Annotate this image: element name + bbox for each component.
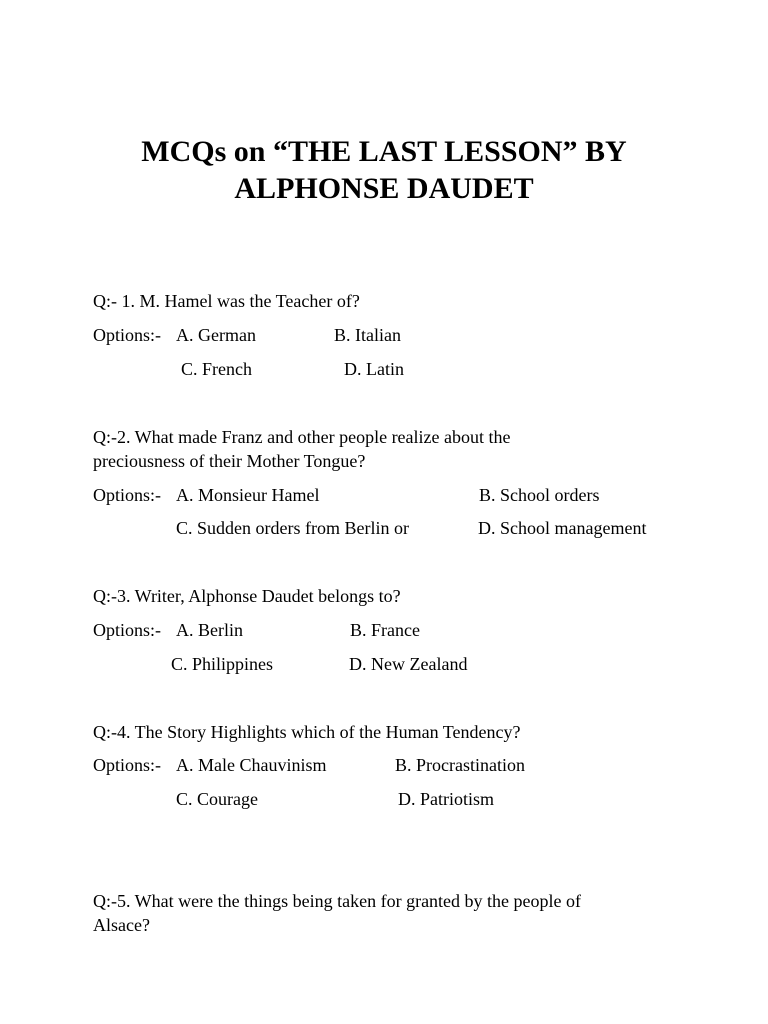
question-1-option-b: B. Italian xyxy=(334,325,401,345)
question-1-option-c: C. French xyxy=(181,359,252,379)
question-3-text: Q:-3. Writer, Alphonse Daudet belongs to? xyxy=(93,586,401,606)
question-4-option-a: A. Male Chauvinism xyxy=(176,755,327,775)
question-1-option-d: D. Latin xyxy=(344,359,404,379)
question-3-option-d: D. New Zealand xyxy=(349,654,468,674)
question-4-options-prefix: Options:- xyxy=(93,755,162,775)
question-2-option-b: B. School orders xyxy=(479,485,600,505)
question-2-text-line-1: Q:-2. What made Franz and other people realize about the xyxy=(93,427,511,447)
question-2-option-a: A. Monsieur Hamel xyxy=(176,485,320,505)
question-1-option-a: A. German xyxy=(176,325,256,345)
question-2-option-c: C. Sudden orders from Berlin or xyxy=(176,518,409,538)
question-5-text-line-1: Q:-5. What were the things being taken for granted by the people of xyxy=(93,891,582,911)
question-4-option-b: B. Procrastination xyxy=(395,755,525,775)
question-3-option-a: A. Berlin xyxy=(176,620,243,640)
question-3-option-c: C. Philippines xyxy=(171,654,274,674)
question-1-text: Q:- 1. M. Hamel was the Teacher of? xyxy=(93,291,360,311)
question-2-options-prefix: Options:- xyxy=(93,485,162,505)
question-4-text: Q:-4. The Story Highlights which of the Human Tendency? xyxy=(93,722,521,742)
question-3-option-b: B. France xyxy=(350,620,420,640)
question-4-option-d: D. Patriotism xyxy=(398,789,495,809)
question-2-text-line-2: preciousness of their Mother Tongue? xyxy=(93,451,366,471)
document-title-line-2: ALPHONSE DAUDET xyxy=(234,172,534,205)
question-5-text-line-2: Alsace? xyxy=(93,915,150,935)
document-title-line-1: MCQs on “THE LAST LESSON” BY xyxy=(141,135,627,168)
question-2-option-d: D. School management xyxy=(478,518,647,538)
question-3-options-prefix: Options:- xyxy=(93,620,162,640)
question-4-option-c: C. Courage xyxy=(176,789,258,809)
question-1-options-prefix: Options:- xyxy=(93,325,162,345)
